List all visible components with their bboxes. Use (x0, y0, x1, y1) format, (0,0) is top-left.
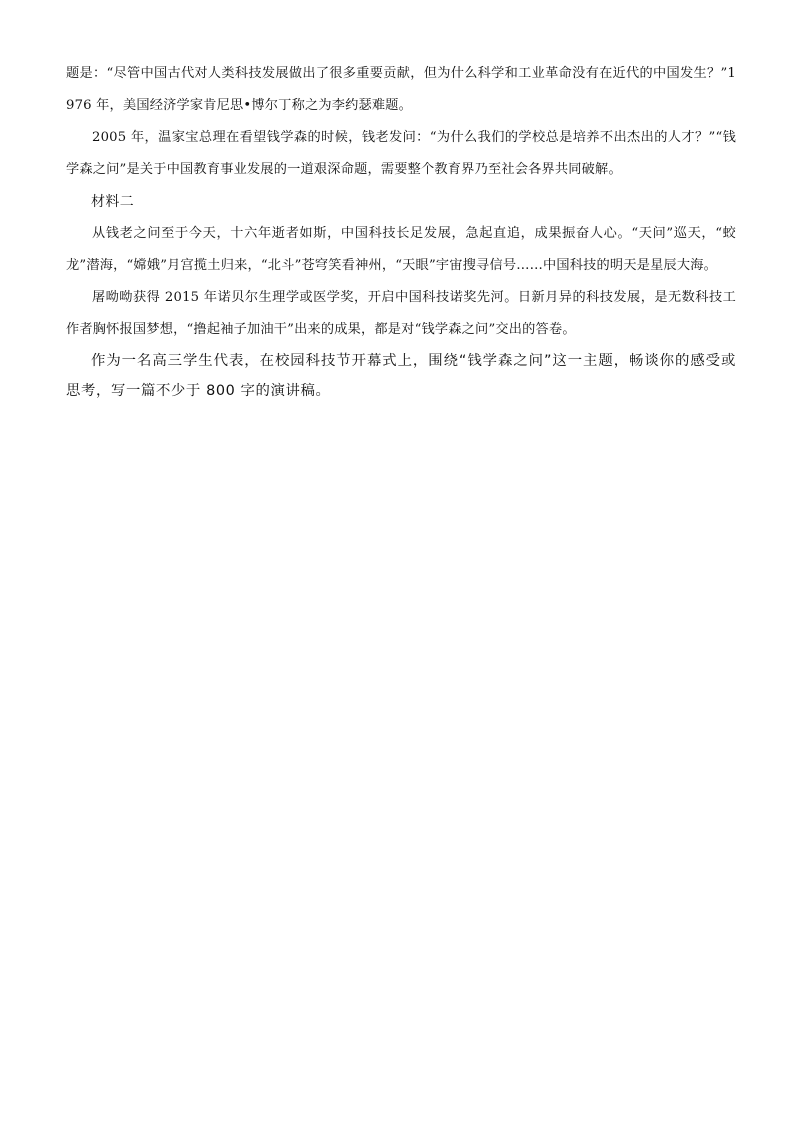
paragraph-li-yuese-question: 题是：“尽管中国古代对人类科技发展做出了很多重要贡献，但为什么科学和工业革命没有在近代的中国发生？”1976 年，美国经济学家肯尼思•博尔丁称之为李约瑟难题。 (66, 66, 736, 113)
document-content (66, 58, 736, 406)
paragraph-tu-youyou-nobel: 屠呦呦获得 2015 年诺贝尔生理学或医学奖，开启中国科技诺奖先河。日新月异的科技发展，是无数科技工作者胸怀报国梦想，“撸起袖子加油干”出来的成果，都是对“钱学森之问”交出的答卷。 (66, 290, 736, 337)
paragraph-qian-xuesen-question: 2005 年，温家宝总理在看望钱学森的时候，钱老发问：“为什么我们的学校总是培养不出杰出的人才？”“钱学森之问”是关于中国教育事业发展的一道艰深命题，需要整个教育界乃至社会各界共同破解。 (66, 130, 736, 177)
writing-prompt: 作为一名高三学生代表，在校园科技节开幕式上，围绕“钱学森之问”这一主题，畅谈你的感受或思考，写一篇不少于 800 字的演讲稿。 (66, 353, 736, 399)
material-two-heading: 材料二 (91, 194, 135, 210)
paragraph-china-science-progress: 从钱老之问至于今天，十六年逝者如斯，中国科技长足发展，急起直追，成果振奋人心。“天问”巡天，“蛟龙”潜海，“嫦娥”月宫揽土归来，“北斗”苍穹笑看神州，“天眼”宇宙搜寻信号……中国科技的明天是星辰大海。 (66, 226, 736, 273)
